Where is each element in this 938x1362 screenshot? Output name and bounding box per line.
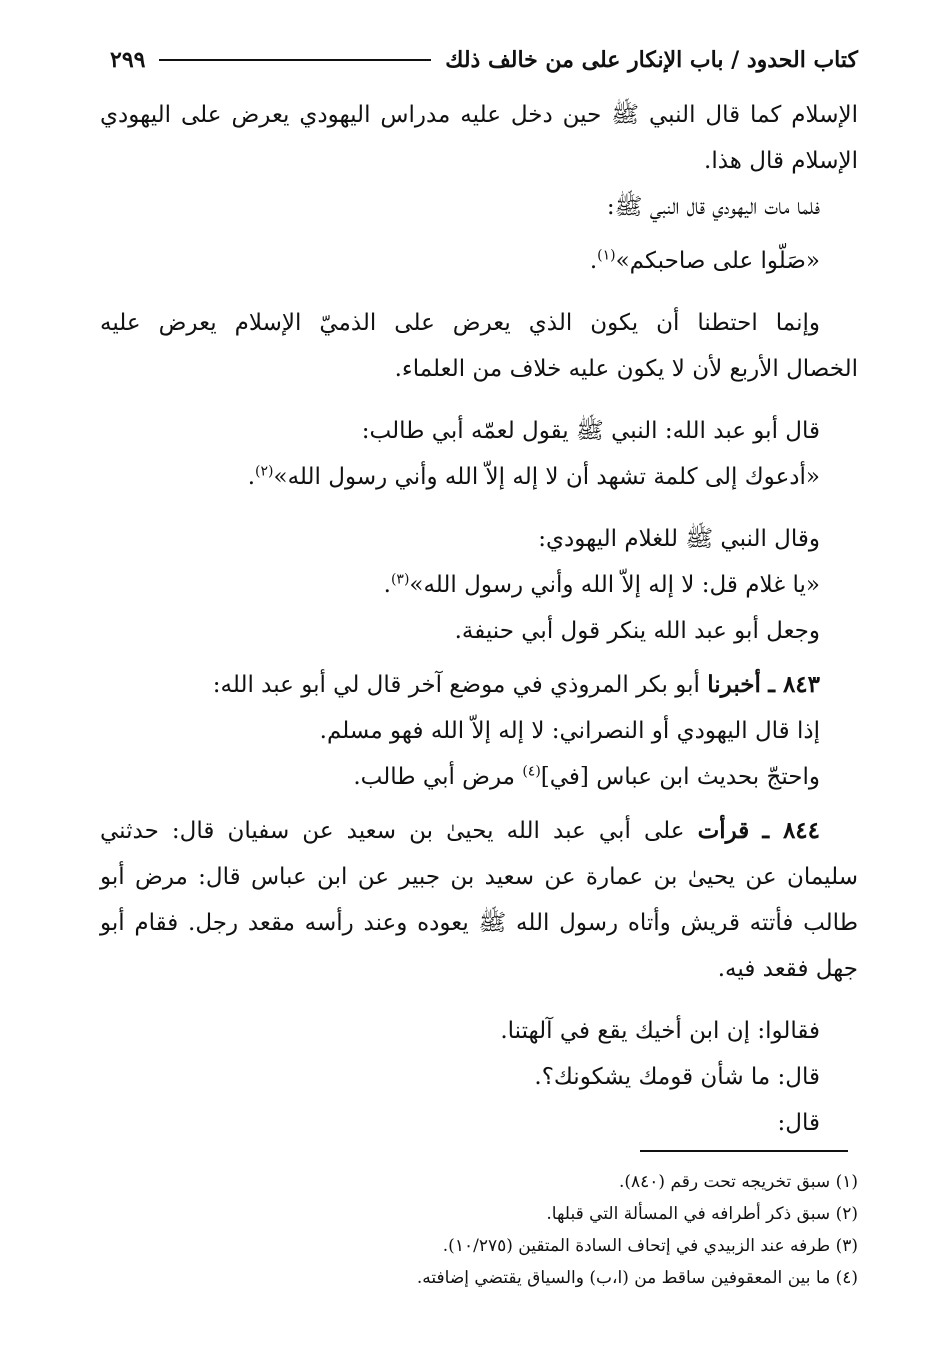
running-header — [110, 42, 858, 78]
header-rule — [159, 59, 431, 61]
entry-text: مرض أبي طالب. — [353, 764, 515, 790]
entry-number: ٨٤٤ ـ — [762, 817, 821, 844]
hadith-quote: «أدعوك إلى كلمة تشهد أن لا إله إلاّ الله وأني رسول الله»$^{(٢)}$. — [247, 463, 820, 490]
hadith-quote: «صَلّوا على صاحبكم»$^{(١)}$. — [589, 247, 820, 274]
paragraph-line: إذا قال اليهودي أو النصراني: لا إله إلاّ الله فهو مسلم. — [319, 718, 820, 744]
paragraph-line: قال أبو عبد الله: النبي ﷺ يقول لعمّه أبي طالب: — [361, 418, 820, 444]
paragraph-line: وقال النبي ﷺ للغلام اليهودي: — [538, 526, 820, 552]
footnote: (٢) سبق ذكر أطرافه في المسألة التي قبلها. — [546, 1204, 858, 1224]
paragraph-line: الإسلام كما قال النبي ﷺ حين دخل عليه مدراس اليهودي يعرض على اليهودي — [100, 102, 858, 128]
footnote: (١) سبق تخريجه تحت رقم (٨٤٠). — [618, 1172, 858, 1192]
paragraph-line: سليمان عن يحيىٰ بن عمارة عن سعيد بن جبير عن ابن عباس قال: مرض أبو — [100, 864, 858, 890]
dialogue-line: قال: ما شأن قومك يشكونك؟. — [534, 1064, 820, 1090]
paragraph-line: طالب فأتته قريش وأتاه رسول الله ﷺ يعوده وعند رأسه مقعد رجل. فقام أبو — [100, 910, 858, 936]
hadith-quote: «يا غلام قل: لا إله إلاّ الله وأني رسول الله»$^{(٣)}$. — [383, 571, 820, 598]
footnote: (٣) طرفه عند الزبيدي في إتحاف السادة المتقين (١٠/٢٧٥). — [442, 1236, 858, 1256]
header-title: كتاب الحدود / باب الإنكار على من خالف ذلك — [445, 47, 858, 73]
quote-text: «يا غلام قل: لا إله إلاّ الله وأني رسول الله» — [409, 572, 820, 598]
paragraph-line — [100, 754, 858, 800]
footnote-ref: (٤) — [522, 763, 541, 780]
entry-number: ٨٤٣ ـ — [768, 671, 820, 698]
paragraph-line: الخصال الأربع لأن لا يكون عليه خلاف من العلماء. — [394, 356, 858, 382]
page-number: ٢٩٩ — [110, 47, 146, 73]
footnote-ref: (٢) — [255, 463, 274, 480]
paragraph-line: الإسلام قال هذا. — [704, 148, 858, 174]
dialogue-line: فقالوا: إن ابن أخيك يقع في آلهتنا. — [500, 1018, 820, 1044]
paragraph-line: فلما مات اليهودي قال النبي ﷺ: — [606, 194, 820, 220]
footnotes — [100, 1166, 858, 1294]
paragraph-line: وجعل أبو عبد الله ينكر قول أبي حنيفة. — [454, 618, 820, 644]
numbered-entry-844 — [100, 808, 858, 854]
footnote-ref: (٣) — [390, 571, 410, 588]
entry-text: واحتجّ بحديث ابن عباس [في] — [540, 764, 820, 790]
paragraph-line: جهل فقعد فيه. — [717, 956, 858, 982]
footnote-divider — [640, 1150, 848, 1152]
quote-text: «صَلّوا على صاحبكم» — [615, 248, 820, 274]
paragraph-line: وإنما احتطنا أن يكون الذي يعرض على الذميّ الإسلام يعرض عليه — [100, 310, 820, 336]
entry-keyword: أخبرنا — [707, 671, 761, 698]
footnote: (٤) ما بين المعقوفين ساقط من (ا،ب) والسياق يقتضي إضافته. — [416, 1268, 858, 1288]
entry-text: أبو بكر المروذي في موضع آخر قال لي أبو عبد الله: — [212, 672, 700, 698]
main-text — [100, 92, 858, 1146]
quote-text: «أدعوك إلى كلمة تشهد أن لا إله إلاّ الله وأني رسول الله» — [273, 464, 820, 490]
dialogue-line: قال: — [777, 1110, 820, 1136]
numbered-entry-843 — [100, 662, 858, 708]
entry-keyword: قرأت — [697, 817, 750, 844]
entry-text: على أبي عبد الله يحيىٰ بن سعيد عن سفيان قال: حدثني — [100, 818, 685, 844]
footnote-ref: (١) — [597, 247, 616, 264]
